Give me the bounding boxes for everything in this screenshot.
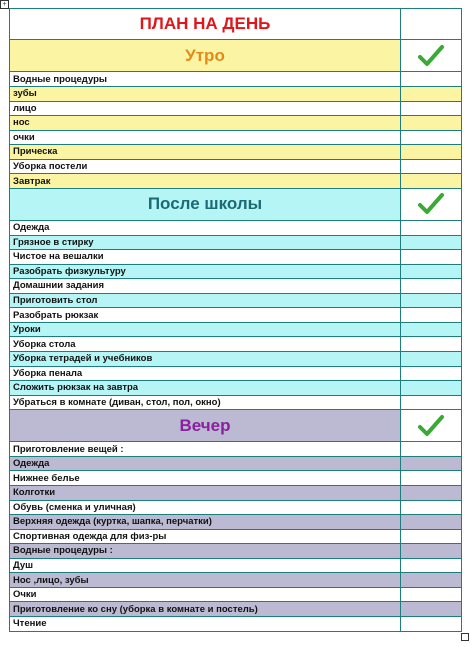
item-label: нос	[10, 116, 401, 131]
list-item	[10, 529, 462, 544]
list-item	[10, 86, 462, 101]
item-check-cell[interactable]	[401, 351, 462, 366]
list-item	[10, 442, 462, 457]
item-check-cell[interactable]	[401, 250, 462, 265]
item-check-cell[interactable]	[401, 235, 462, 250]
item-check-cell[interactable]	[401, 72, 462, 87]
item-check-cell[interactable]	[401, 529, 462, 544]
item-label: Нижнее белье	[10, 471, 401, 486]
section-check-cell-after-school	[401, 188, 462, 220]
list-item	[10, 159, 462, 174]
item-check-cell[interactable]	[401, 322, 462, 337]
item-label: Убраться в комнате (диван, стол, пол, окно)	[10, 395, 401, 410]
list-item	[10, 573, 462, 588]
list-item	[10, 250, 462, 265]
item-label: Душ	[10, 558, 401, 573]
list-item	[10, 101, 462, 116]
day-plan-table	[9, 8, 462, 632]
item-label: Уборка тетрадей и учебников	[10, 351, 401, 366]
title-check-cell	[401, 9, 462, 40]
section-header-morning	[10, 40, 462, 72]
item-check-cell[interactable]	[401, 602, 462, 617]
item-check-cell[interactable]	[401, 381, 462, 396]
item-label: Уроки	[10, 322, 401, 337]
item-label: Чистое на вешалки	[10, 250, 401, 265]
item-check-cell[interactable]	[401, 221, 462, 236]
list-item	[10, 264, 462, 279]
list-item	[10, 130, 462, 145]
item-check-cell[interactable]	[401, 442, 462, 457]
list-item	[10, 544, 462, 559]
item-check-cell[interactable]	[401, 587, 462, 602]
item-label: Водные процедуры	[10, 72, 401, 87]
item-check-cell[interactable]	[401, 174, 462, 189]
item-label: Уборка стола	[10, 337, 401, 352]
item-label: Очки	[10, 587, 401, 602]
list-item	[10, 221, 462, 236]
item-label: Грязное в стирку	[10, 235, 401, 250]
item-check-cell[interactable]	[401, 500, 462, 515]
list-item	[10, 337, 462, 352]
item-check-cell[interactable]	[401, 471, 462, 486]
item-label: Одежда	[10, 456, 401, 471]
checkmark-icon	[404, 192, 458, 216]
list-item	[10, 587, 462, 602]
checkmark-icon	[404, 414, 458, 438]
section-header-evening	[10, 410, 462, 442]
list-item	[10, 515, 462, 530]
list-item	[10, 308, 462, 323]
item-check-cell[interactable]	[401, 159, 462, 174]
item-label: Приготовление ко сну (уборка в комнате и постель)	[10, 602, 401, 617]
list-item	[10, 602, 462, 617]
item-check-cell[interactable]	[401, 130, 462, 145]
item-check-cell[interactable]	[401, 456, 462, 471]
item-check-cell[interactable]	[401, 366, 462, 381]
page-title: ПЛАН НА ДЕНЬ	[10, 9, 401, 40]
item-label: Водные процедуры :	[10, 544, 401, 559]
item-check-cell[interactable]	[401, 279, 462, 294]
item-label: Нос ,лицо, зубы	[10, 573, 401, 588]
list-item	[10, 279, 462, 294]
item-label: Разобрать физкультуру	[10, 264, 401, 279]
item-label: Колготки	[10, 486, 401, 501]
item-check-cell[interactable]	[401, 86, 462, 101]
item-check-cell[interactable]	[401, 145, 462, 160]
item-check-cell[interactable]	[401, 116, 462, 131]
table-move-handle[interactable]: +	[0, 0, 9, 9]
list-item	[10, 116, 462, 131]
item-check-cell[interactable]	[401, 308, 462, 323]
item-check-cell[interactable]	[401, 337, 462, 352]
item-check-cell[interactable]	[401, 486, 462, 501]
item-check-cell[interactable]	[401, 544, 462, 559]
item-check-cell[interactable]	[401, 616, 462, 631]
section-check-cell-evening	[401, 410, 462, 442]
list-item	[10, 235, 462, 250]
list-item	[10, 366, 462, 381]
table-resize-handle[interactable]	[461, 633, 469, 641]
list-item	[10, 471, 462, 486]
item-label: очки	[10, 130, 401, 145]
list-item	[10, 558, 462, 573]
item-label: Уборка постели	[10, 159, 401, 174]
item-check-cell[interactable]	[401, 558, 462, 573]
item-check-cell[interactable]	[401, 101, 462, 116]
item-label: зубы	[10, 86, 401, 101]
item-label: Приготовить стол	[10, 293, 401, 308]
item-label: Одежда	[10, 221, 401, 236]
item-label: Чтение	[10, 616, 401, 631]
item-check-cell[interactable]	[401, 573, 462, 588]
item-label: Разобрать рюкзак	[10, 308, 401, 323]
item-label: Уборка пенала	[10, 366, 401, 381]
item-check-cell[interactable]	[401, 264, 462, 279]
list-item	[10, 381, 462, 396]
item-label: Обувь (сменка и уличная)	[10, 500, 401, 515]
section-title-morning: Утро	[10, 40, 401, 72]
list-item	[10, 395, 462, 410]
item-label: Завтрак	[10, 174, 401, 189]
list-item	[10, 351, 462, 366]
section-title-evening: Вечер	[10, 410, 401, 442]
item-label: Домашнии задания	[10, 279, 401, 294]
list-item	[10, 293, 462, 308]
list-item	[10, 72, 462, 87]
title-row	[10, 9, 462, 40]
section-title-after-school: После школы	[10, 188, 401, 220]
list-item	[10, 616, 462, 631]
checkmark-icon	[404, 44, 458, 68]
item-check-cell[interactable]	[401, 395, 462, 410]
item-label: Верхняя одежда (куртка, шапка, перчатки)	[10, 515, 401, 530]
item-check-cell[interactable]	[401, 515, 462, 530]
list-item	[10, 145, 462, 160]
list-item	[10, 500, 462, 515]
item-label: Спортивная одежда для физ-ры	[10, 529, 401, 544]
section-check-cell-morning	[401, 40, 462, 72]
item-check-cell[interactable]	[401, 293, 462, 308]
item-label: Приготовление вещей :	[10, 442, 401, 457]
item-label: Сложить рюкзак на завтра	[10, 381, 401, 396]
item-label: лицо	[10, 101, 401, 116]
list-item	[10, 486, 462, 501]
list-item	[10, 456, 462, 471]
section-header-after-school	[10, 188, 462, 220]
list-item	[10, 322, 462, 337]
list-item	[10, 174, 462, 189]
item-label: Прическа	[10, 145, 401, 160]
